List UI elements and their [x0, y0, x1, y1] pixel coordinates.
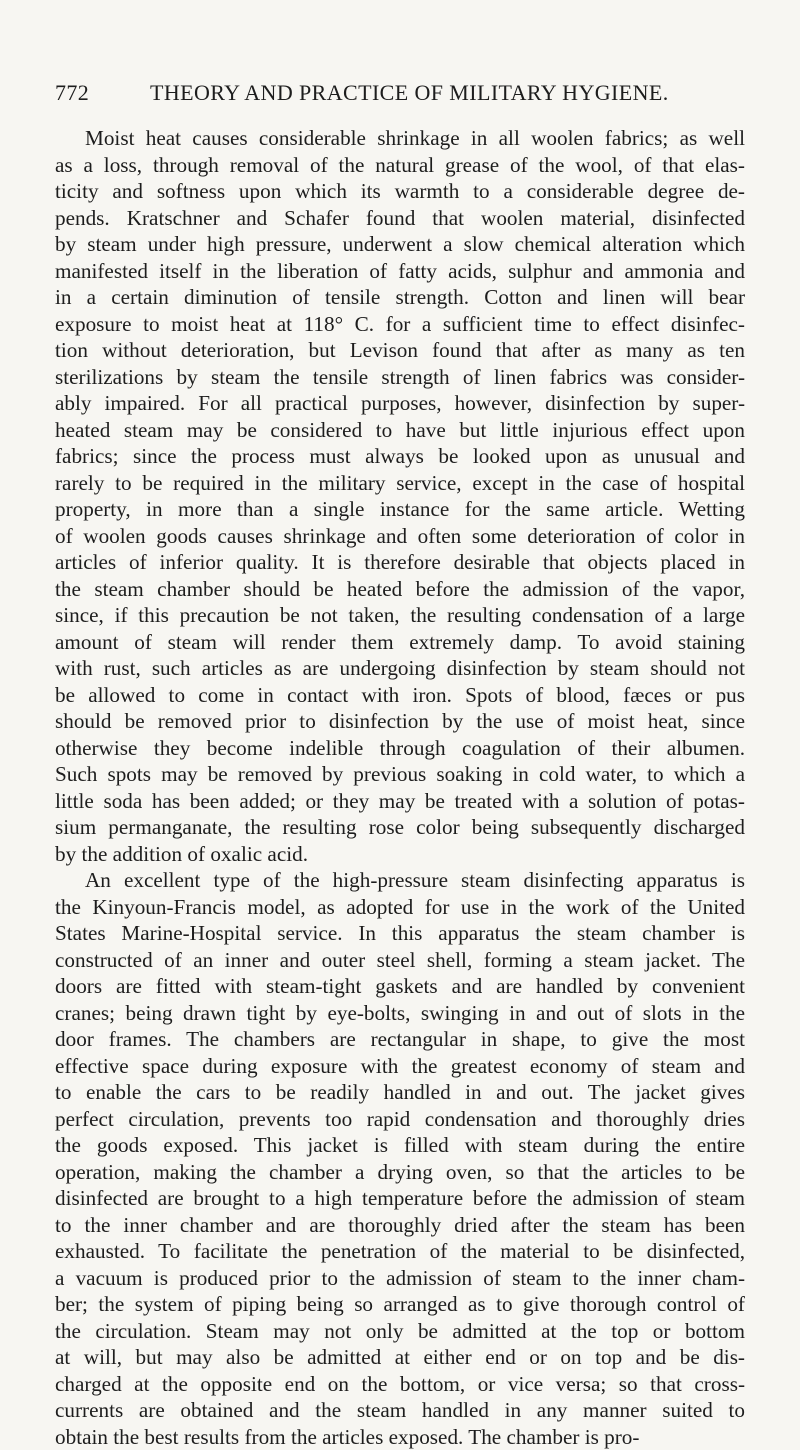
text-line: charged at the opposite end on the bottom, or vice versa; so that cross- [55, 1371, 745, 1398]
text-line: sterilizations by steam the tensile strength of linen fabrics was consider- [55, 364, 745, 391]
running-title: THEORY AND PRACTICE OF MILITARY HYGIENE. [150, 80, 669, 106]
text-line: a vacuum is produced prior to the admission of steam to the inner cham- [55, 1265, 745, 1292]
text-line: door frames. The chambers are rectangular in shape, to give the most [55, 1026, 745, 1053]
text-line: the steam chamber should be heated before the admission of the vapor, [55, 576, 745, 603]
text-line: sium permanganate, the resulting rose color being subsequently discharged [55, 814, 745, 841]
text-line: exhausted. To facilitate the penetration of the material to be disinfected, [55, 1238, 745, 1265]
text-line: cranes; being drawn tight by eye-bolts, swinging in and out of slots in the [55, 1000, 745, 1027]
text-line: ber; the system of piping being so arranged as to give thorough control of [55, 1291, 745, 1318]
text-line: otherwise they become indelible through coagulation of their albumen. [55, 735, 745, 762]
body-text [55, 125, 745, 1450]
text-line: effective space during exposure with the greatest economy of steam and [55, 1053, 745, 1080]
text-line: to enable the cars to be readily handled in and out. The jacket gives [55, 1079, 745, 1106]
text-line: by the addition of oxalic acid. [55, 841, 745, 868]
text-line: pends. Kratschner and Schafer found that woolen material, disinfected [55, 205, 745, 232]
text-line: the circulation. Steam may not only be admitted at the top or bottom [55, 1318, 745, 1345]
text-line: in a certain diminution of tensile strength. Cotton and linen will bear [55, 284, 745, 311]
text-line: perfect circulation, prevents too rapid condensation and thoroughly dries [55, 1106, 745, 1133]
text-line: ticity and softness upon which its warmth to a considerable degree de- [55, 178, 745, 205]
text-line: property, in more than a single instance for the same article. Wetting [55, 496, 745, 523]
text-line: tion without deterioration, but Levison found that after as many as ten [55, 337, 745, 364]
text-line: fabrics; since the process must always be looked upon as unusual and [55, 443, 745, 470]
text-line: obtain the best results from the articles exposed. The chamber is pro- [55, 1424, 745, 1450]
text-line: disinfected are brought to a high temperature before the admission of steam [55, 1185, 745, 1212]
running-head [55, 80, 745, 108]
text-line: Such spots may be removed by previous soaking in cold water, to which a [55, 761, 745, 788]
text-line: the Kinyoun-Francis model, as adopted for use in the work of the United [55, 894, 745, 921]
text-line: currents are obtained and the steam handled in any manner suited to [55, 1397, 745, 1424]
text-line: An excellent type of the high-pressure steam disinfecting apparatus is [55, 867, 745, 894]
text-line: by steam under high pressure, underwent a slow chemical alteration which [55, 231, 745, 258]
text-line: exposure to moist heat at 118° C. for a sufficient time to effect disinfec- [55, 311, 745, 338]
paragraph [55, 125, 745, 867]
text-line: operation, making the chamber a drying oven, so that the articles to be [55, 1159, 745, 1186]
text-line: should be removed prior to disinfection by the use of moist heat, since [55, 708, 745, 735]
text-line: of woolen goods causes shrinkage and often some deterioration of color in [55, 523, 745, 550]
text-line: States Marine-Hospital service. In this apparatus the steam chamber is [55, 920, 745, 947]
text-line: ably impaired. For all practical purposes, however, disinfection by super- [55, 390, 745, 417]
text-line: the goods exposed. This jacket is filled with steam during the entire [55, 1132, 745, 1159]
text-line: constructed of an inner and outer steel shell, forming a steam jacket. The [55, 947, 745, 974]
page-number: 772 [55, 80, 89, 106]
text-line: with rust, such articles as are undergoing disinfection by steam should not [55, 655, 745, 682]
text-line: as a loss, through removal of the natural grease of the wool, of that elas- [55, 152, 745, 179]
text-line: be allowed to come in contact with iron. Spots of blood, fæces or pus [55, 682, 745, 709]
text-line: since, if this precaution be not taken, the resulting condensation of a large [55, 602, 745, 629]
text-line: little soda has been added; or they may be treated with a solution of potas- [55, 788, 745, 815]
text-line: doors are fitted with steam-tight gaskets and are handled by convenient [55, 973, 745, 1000]
text-line: rarely to be required in the military service, except in the case of hospital [55, 470, 745, 497]
paragraph [55, 867, 745, 1450]
text-line: to the inner chamber and are thoroughly dried after the steam has been [55, 1212, 745, 1239]
text-line: heated steam may be considered to have but little injurious effect upon [55, 417, 745, 444]
text-line: Moist heat causes considerable shrinkage in all woolen fabrics; as well [55, 125, 745, 152]
text-line: at will, but may also be admitted at either end or on top and be dis- [55, 1344, 745, 1371]
text-line: amount of steam will render them extremely damp. To avoid staining [55, 629, 745, 656]
text-line: manifested itself in the liberation of fatty acids, sulphur and ammonia and [55, 258, 745, 285]
text-line: articles of inferior quality. It is therefore desirable that objects placed in [55, 549, 745, 576]
